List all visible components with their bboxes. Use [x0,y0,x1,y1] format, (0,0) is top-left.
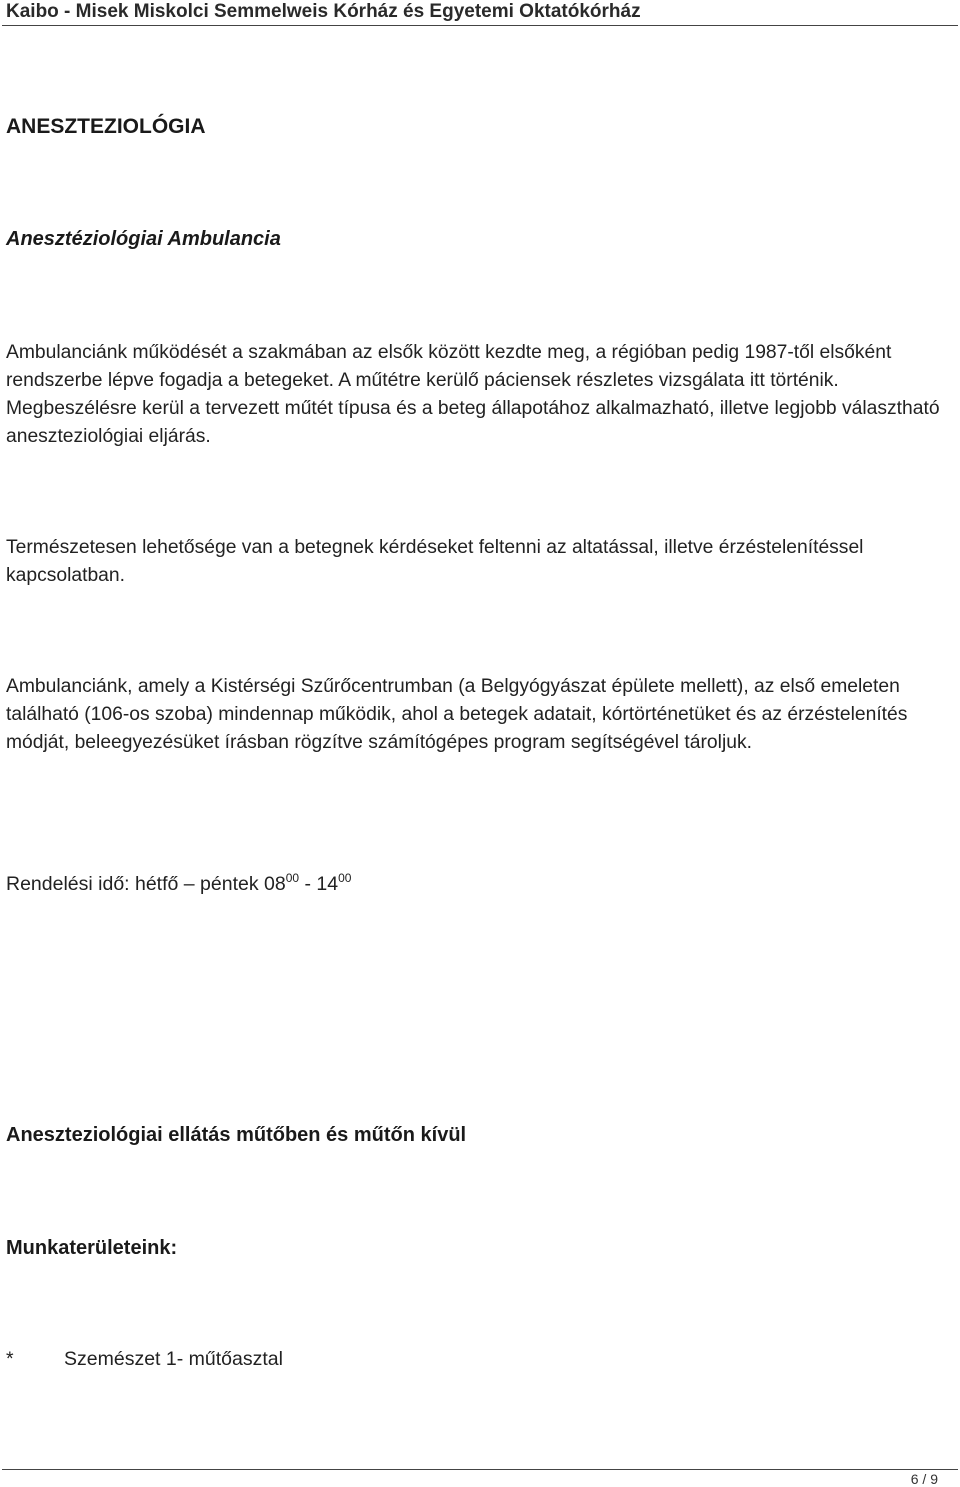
office-hours [6,870,351,898]
office-hours-end-minutes: 00 [338,871,352,885]
work-areas-heading: Munkaterületeink: [6,1237,178,1259]
footer-divider [2,1469,958,1470]
section-heading: Aneszteziológiai ellátás műtőben és műtőn kívül [6,1124,467,1146]
subheading: Anesztéziológiai Ambulancia [6,228,281,250]
page-number: 6 / 9 [910,1471,938,1487]
office-hours-label: Rendelési idő: hétfő – péntek 08 [6,873,286,895]
office-hours-separator: - 14 [299,873,339,895]
office-hours-start-minutes: 00 [285,871,300,885]
header-divider [2,25,958,26]
document-header-title: Kaibo - Misek Miskolci Semmelweis Kórház és Egyetemi Oktatókórház [6,1,641,22]
list-item-text: Szemészet 1- műtőasztal [64,1348,283,1370]
main-heading: ANESZTEZIOLÓGIA [6,115,206,138]
list-item [6,1345,283,1373]
list-bullet: * [6,1348,14,1370]
paragraph-intro: Ambulanciánk működését a szakmában az elsők között kezdte meg, a régióban pedig 1987-től elsőként rendszerbe lépve fogadja a betegeket. A műtétre kerülő páciensek részletes vizsgálata itt történik. Megbeszélésre kerül a tervezett műtét típusa és a beteg állapotához alkalmazható, illetve legjobb választható aneszteziológiai eljárás. [6,342,940,447]
paragraph-questions: Természetesen lehetősége van a betegnek kérdéseket feltenni az altatással, illetve érzéstelenítéssel kapcsolatban. [6,537,864,586]
paragraph-location: Ambulanciánk, amely a Kistérségi Szűrőcentrumban (a Belgyógyászat épülete mellett), az első emeleten található (106-os szoba) mindennap működik, ahol a betegek adatait, kórtörténetüket és az érzéstelenítés módját, beleegyezésüket írásban rögzítve számítógépes program segítségével tároljuk. [6,676,908,753]
